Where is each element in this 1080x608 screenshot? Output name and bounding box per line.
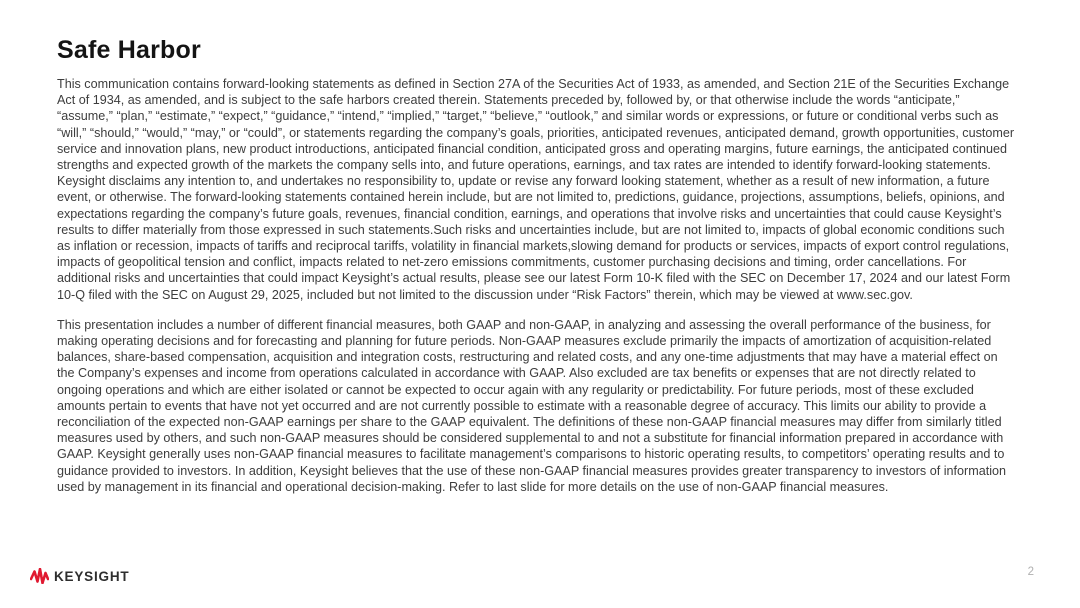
non-gaap-measures-paragraph: This presentation includes a number of different financial measures, both GAAP and non-GAAP, in analyzing and assessing the overall performance of the business, for making operating decisions and for forecasting and planning for future periods. Non-GAAP measures exclude primarily the impacts of amortization of acquisition-related balances, share-based compensation, acquisition and integration costs, restructuring and related costs, and any one-time adjustments that may have a material effect on the Company’s expenses and income from operations calculated in accordance with GAAP. Also excluded are tax benefits or expenses that are not directly related to ongoing operations and which are either isolated or cannot be expected to occur again with any regularity or predictability. For future periods, most of these excluded amounts pertain to events that have not yet occurred and are not currently possible to estimate with a reasonable degree of accuracy. This limits our ability to provide a reconciliation of the expected non-GAAP earnings per share to the GAAP equivalent. The definitions of these non-GAAP financial measures may differ from similarly titled measures used by others, and such non-GAAP measures should be considered supplemental to and not a substitute for financial information prepared in accordance with GAAP. Keysight generally uses non-GAAP financial measures to facilitate management’s comparisons to historic operating results, to competitors’ operating results and to guidance provided to investors. In addition, Keysight believes that the use of these non-GAAP financial measures provides greater transparency to investors of information used by management in its financial and operational decision-making. Refer to last slide for more details on the use of non-GAAP financial measures.	[57, 317, 1007, 494]
forward-looking-statements-paragraph: This communication contains forward-looking statements as defined in Section 27A of the Securities Act of 1933, as amended, and Section 21E of the Securities Exchange Act of 1934, as amended, and is subject to the safe harbors created therein. Statements preceded by, followed by, or that otherwise include the words “anticipate,” “assume,” “plan,” “estimate,” “expect,” “guidance,” “intend,” “implied,” “target,” “believe,” “outlook,” and similar words or expressions, or future or conditional verbs such as “will,” “should,” “would,” “may,” or “could”, or statements regarding the company’s goals, priorities, anticipated revenues, anticipated demand, growth opportunities, customer service and innovation plans, new product introductions, anticipated financial condition, anticipated gross and operating margins, future earnings, the anticipated continued strengths and expected growth of the markets the company sells into, and future operations, earnings, and tax rates are intended to identify forward-looking statements. Keysight disclaims any intention to, and undertakes no responsibility to, update or revise any forward looking statement, whether as a result of new information, a future event, or otherwise. The forward-looking statements contained herein include, but are not limited to, predictions, guidance, projections, assumptions, beliefs, opinions, and expectations regarding the company’s future goals, revenues, financial condition, earnings, and operations that involve risks and uncertainties that could cause Keysight’s results to differ materially from those expressed in such statements.Such risks and uncertainties include, but are not limited to, impacts of global economic conditions such as inflation or recession, impacts of tariffs and reciprocal tariffs, volatility in financial markets,slowing demand for products or services, impacts of export control regulations, impacts of geopolitical tension and conflict, impacts related to net-zero emissions commitments, customer purchasing decisions and timing, order cancellations. For additional risks and uncertainties that could impact Keysight’s actual results, please see our latest Form 10-K filed with the SEC on December 17, 2024 and our latest Form 10-Q filed with the SEC on August 29, 2025, included but not limited to the discussion under “Risk Factors” therein, which may be viewed at www.sec.gov.	[57, 77, 1015, 302]
page-title: Safe Harbor	[57, 36, 201, 64]
keysight-wordmark: KEYSIGHT	[54, 568, 130, 584]
pulse-spark-icon	[30, 568, 49, 584]
slide-body	[57, 76, 1015, 509]
keysight-logo	[30, 568, 129, 584]
page-number: 2	[1027, 566, 1034, 578]
